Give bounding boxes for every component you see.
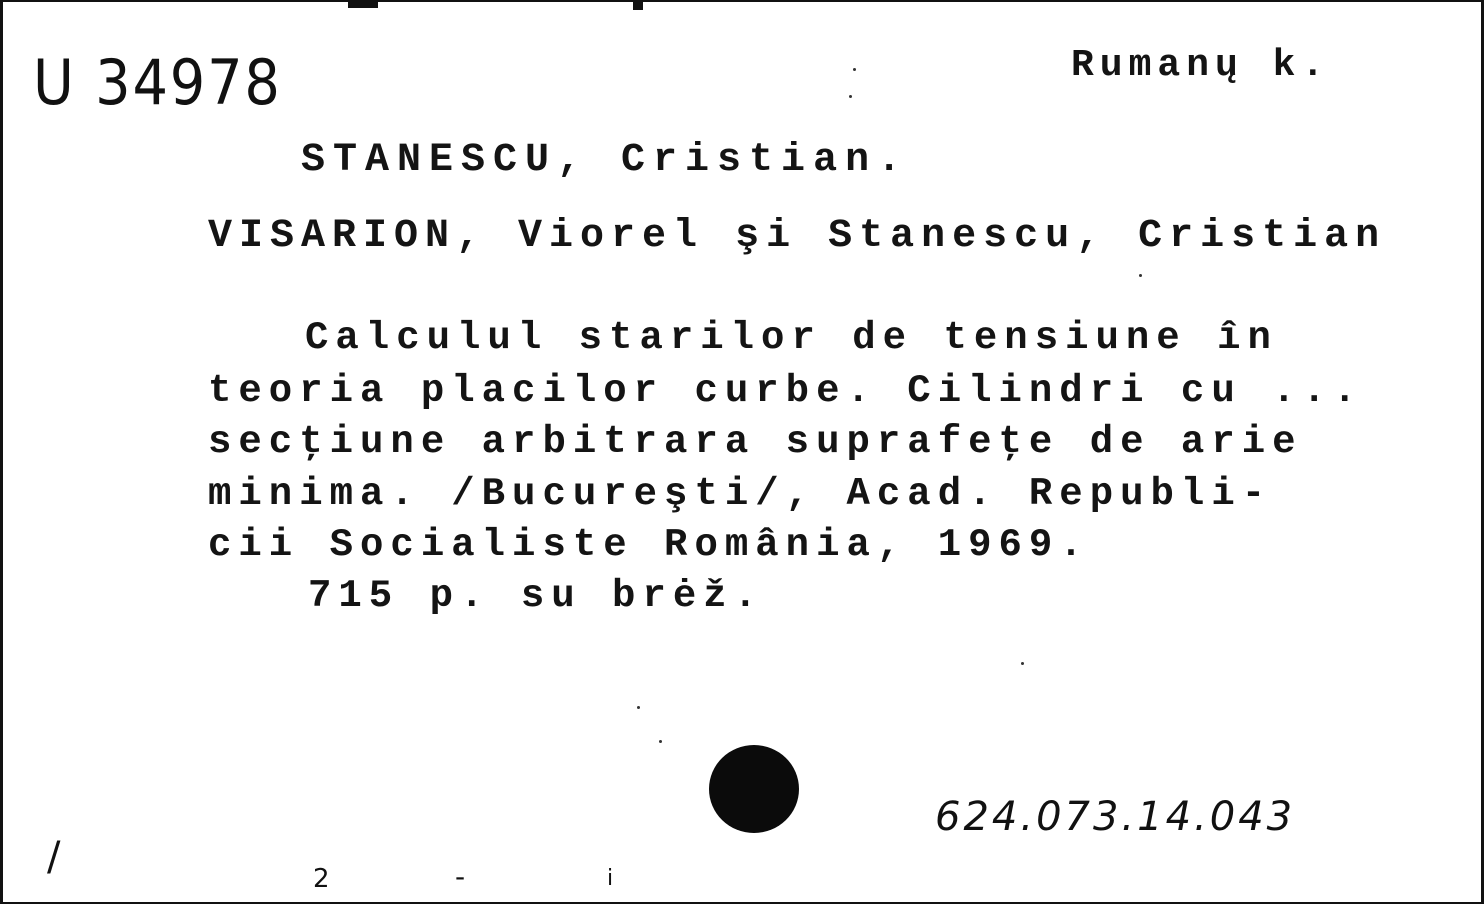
punch-hole [709, 745, 799, 833]
description-line: secţiune arbitrara suprafeţe de arie [208, 420, 1303, 464]
scan-speck [1021, 662, 1024, 665]
scan-speck [637, 706, 640, 709]
scan-speck [853, 68, 856, 71]
scan-speck [1139, 274, 1142, 277]
scan-speck [849, 95, 852, 98]
description-line: teoria placilor curbe. Cilindri cu ... [208, 369, 1364, 413]
margin-mark-two: 2 [313, 864, 330, 894]
authors-line: VISARION, Viorel şi Stanescu, Cristian [208, 214, 1387, 259]
classification-number: 624.073.14.043 [935, 794, 1296, 840]
margin-mark-dash: - [455, 860, 466, 893]
margin-mark-tiny: i [607, 866, 614, 891]
top-edge-mark-right [633, 2, 643, 10]
scan-speck [659, 740, 662, 743]
top-edge-mark-left [348, 2, 378, 8]
margin-mark-slash: / [47, 834, 61, 880]
call-number: U 34978 [33, 46, 282, 119]
heading-author: STANESCU, Cristian. [301, 138, 910, 183]
description-line: Calculul starilor de tensiune în [305, 316, 1278, 360]
description-line: minima. /Bucureşti/, Acad. Republi- [208, 472, 1273, 516]
description-line: cii Socialiste România, 1969. [208, 523, 1090, 567]
section-label: Rumanų k. [1071, 44, 1331, 87]
pages-note: 715 p. su brėž. [308, 574, 765, 618]
